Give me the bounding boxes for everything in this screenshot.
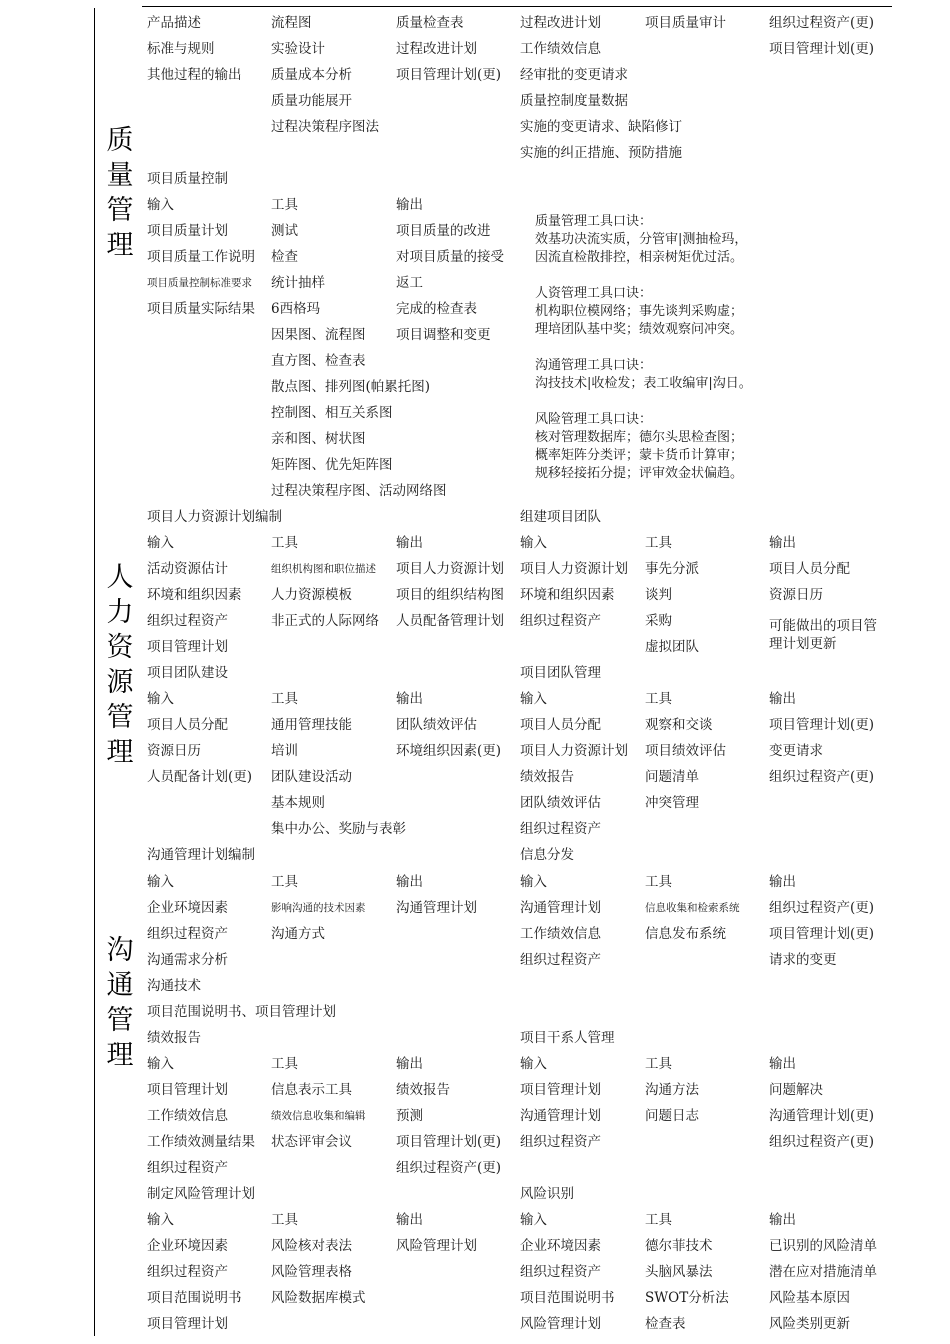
grid-cell: 项目人员分配 xyxy=(520,717,601,733)
tip-title: 人资管理工具口诀： xyxy=(535,286,653,301)
section-quality-management: 质量管理 xyxy=(106,125,134,261)
grid-cell: 散点图、排列图(帕累托图) xyxy=(271,379,431,395)
grid-cell: 风险识别 xyxy=(520,1186,574,1202)
grid-cell: 集中办公、奖励与表彰 xyxy=(271,821,406,837)
grid-cell: 工具 xyxy=(271,874,298,890)
tip-quality xyxy=(535,213,752,267)
grid-cell: 6西格玛 xyxy=(271,301,321,317)
grid-cell: 输入 xyxy=(520,1056,547,1072)
grid-cell: SWOT分析法 xyxy=(645,1290,729,1306)
grid-cell: 检查表 xyxy=(645,1316,686,1332)
grid-cell: 人力资源模板 xyxy=(271,587,352,603)
grid-cell: 虚拟团队 xyxy=(645,639,699,655)
grid-cell: 项目管理计划(更) xyxy=(769,41,875,57)
tip-title: 质量管理工具口诀： xyxy=(535,214,653,229)
grid-cell: 工作绩效测量结果 xyxy=(147,1134,255,1150)
tip-line: 规移轻接拓分提；评审效金状偏趋。 xyxy=(535,466,744,481)
grid-cell: 项目管理计划 xyxy=(520,1082,601,1098)
tip-line: 概率矩阵分类评；蒙卡货币计算审； xyxy=(535,448,744,463)
tip-title: 沟通管理工具口诀： xyxy=(535,358,653,373)
grid-cell: 绩效报告 xyxy=(147,1030,201,1046)
grid-cell: 工具 xyxy=(645,691,672,707)
tool-mnemonics xyxy=(535,213,752,501)
grid-cell: 工具 xyxy=(645,1056,672,1072)
grid-cell: 其他过程的输出 xyxy=(147,67,242,83)
grid-cell: 组织过程资产 xyxy=(520,1134,601,1150)
grid-cell: 沟通管理计划(更) xyxy=(769,1108,875,1124)
grid-cell: 基本规则 xyxy=(271,795,325,811)
grid-cell: 潜在应对措施清单 xyxy=(769,1264,877,1280)
grid-cell: 观察和交谈 xyxy=(645,717,713,733)
grid-cell: 预测 xyxy=(396,1108,423,1124)
tip-communication xyxy=(535,357,752,393)
grid-cell: 亲和图、树状图 xyxy=(271,431,366,447)
grid-cell: 非正式的人际网络 xyxy=(271,613,379,629)
section-human-resource-management: 人力资源管理 xyxy=(106,562,134,768)
grid-cell: 项目绩效评估 xyxy=(645,743,726,759)
grid-cell: 项目人力资源计划 xyxy=(520,743,628,759)
grid-cell: 输入 xyxy=(520,691,547,707)
grid-cell: 人员配备管理计划 xyxy=(396,613,504,629)
grid-cell: 环境和组织因素 xyxy=(520,587,615,603)
grid-cell: 项目管理计划 xyxy=(147,639,228,655)
grid-cell: 问题解决 xyxy=(769,1082,823,1098)
grid-cell: 沟通方式 xyxy=(271,926,325,942)
grid-cell: 风险管理计划 xyxy=(520,1316,601,1332)
grid-cell: 沟通需求分析 xyxy=(147,952,228,968)
grid-cell: 企业环境因素 xyxy=(147,1238,228,1254)
grid-cell: 人员配备计划(更) xyxy=(147,769,253,785)
grid-cell: 活动资源估计 xyxy=(147,561,228,577)
grid-cell: 风险基本原因 xyxy=(769,1290,850,1306)
grid-cell: 组织过程资产 xyxy=(147,926,228,942)
grid-cell: 输入 xyxy=(147,874,174,890)
grid-cell: 过程决策程序图法 xyxy=(271,119,379,135)
grid-cell: 信息收集和检索系统 xyxy=(645,902,740,914)
grid-cell: 项目质量审计 xyxy=(645,15,726,31)
grid-cell: 经审批的变更请求 xyxy=(520,67,628,83)
grid-cell: 控制图、相互关系图 xyxy=(271,405,393,421)
hr-output-note-line1: 可能做出的项目管 xyxy=(769,618,877,634)
grid-cell: 德尔菲技术 xyxy=(645,1238,713,1254)
grid-cell: 输出 xyxy=(769,691,796,707)
grid-cell: 项目人员分配 xyxy=(147,717,228,733)
grid-cell: 流程图 xyxy=(271,15,312,31)
grid-cell: 组建项目团队 xyxy=(520,509,601,525)
top-horizontal-rule xyxy=(142,6,892,7)
grid-cell: 项目人力资源计划 xyxy=(396,561,504,577)
grid-cell: 组织过程资产(更) xyxy=(396,1160,502,1176)
tip-hr xyxy=(535,285,752,339)
grid-cell: 团队绩效评估 xyxy=(520,795,601,811)
grid-cell: 制定风险管理计划 xyxy=(147,1186,255,1202)
grid-cell: 组织过程资产 xyxy=(520,821,601,837)
tip-line: 核对管理数据库；德尔头思检查图； xyxy=(535,430,744,445)
grid-cell: 资源日历 xyxy=(147,743,201,759)
grid-cell: 项目质量控制 xyxy=(147,171,228,187)
grid-cell: 采购 xyxy=(645,613,672,629)
grid-cell: 输入 xyxy=(147,535,174,551)
grid-cell: 输入 xyxy=(147,1212,174,1228)
hr-output-note-line2: 理计划更新 xyxy=(769,636,837,652)
tip-line: 因流直检散排控，相亲树矩优过活。 xyxy=(535,250,744,265)
grid-cell: 项目人力资源计划 xyxy=(520,561,628,577)
tip-line: 机构职位模网络；事先谈判采购虚； xyxy=(535,304,744,319)
grid-cell: 通用管理技能 xyxy=(271,717,352,733)
grid-cell: 工具 xyxy=(271,1212,298,1228)
hr-output-note xyxy=(769,617,877,653)
grid-cell: 项目管理计划 xyxy=(147,1316,228,1332)
grid-cell: 已识别的风险清单 xyxy=(769,1238,877,1254)
grid-cell: 过程改进计划 xyxy=(520,15,601,31)
grid-cell: 资源日历 xyxy=(769,587,823,603)
grid-cell: 矩阵图、优先矩阵图 xyxy=(271,457,393,473)
grid-cell: 影响沟通的技术因素 xyxy=(271,902,366,914)
grid-cell: 项目管理计划(更) xyxy=(769,717,875,733)
grid-cell: 工具 xyxy=(645,874,672,890)
grid-cell: 输出 xyxy=(396,1212,423,1228)
grid-cell: 输出 xyxy=(396,874,423,890)
grid-cell: 输入 xyxy=(147,197,174,213)
tip-line: 沟技技术|收检发；表工收编审|沟日。 xyxy=(535,376,752,391)
grid-cell: 项目质量计划 xyxy=(147,223,228,239)
grid-cell: 项目人员分配 xyxy=(769,561,850,577)
grid-cell: 冲突管理 xyxy=(645,795,699,811)
grid-cell: 输出 xyxy=(396,535,423,551)
grid-cell: 项目质量控制标准要求 xyxy=(147,277,252,289)
grid-cell: 绩效信息收集和编辑 xyxy=(271,1110,366,1122)
grid-cell: 测试 xyxy=(271,223,298,239)
grid-cell: 项目质量实际结果 xyxy=(147,301,255,317)
grid-cell: 质量功能展开 xyxy=(271,93,352,109)
grid-cell: 输入 xyxy=(520,874,547,890)
grid-cell: 工作绩效信息 xyxy=(147,1108,228,1124)
grid-cell: 组织过程资产 xyxy=(520,613,601,629)
grid-cell: 组织过程资产 xyxy=(147,1160,228,1176)
section-communication-management: 沟通管理 xyxy=(106,935,134,1071)
grid-cell: 组织过程资产(更) xyxy=(769,769,875,785)
grid-cell: 过程决策程序图、活动网络图 xyxy=(271,483,447,499)
grid-cell: 实施的变更请求、缺陷修订 xyxy=(520,119,682,135)
tip-risk xyxy=(535,411,752,483)
grid-cell: 绩效报告 xyxy=(396,1082,450,1098)
grid-cell: 项目范围说明书 xyxy=(147,1290,242,1306)
grid-cell: 实验设计 xyxy=(271,41,325,57)
grid-cell: 组织机构图和职位描述 xyxy=(271,563,376,575)
grid-cell: 风险核对表法 xyxy=(271,1238,352,1254)
grid-cell: 输入 xyxy=(147,691,174,707)
grid-cell: 组织过程资产 xyxy=(147,1264,228,1280)
grid-cell: 项目团队建设 xyxy=(147,665,228,681)
grid-cell: 工具 xyxy=(271,691,298,707)
tip-title: 风险管理工具口诀： xyxy=(535,412,653,427)
grid-cell: 输入 xyxy=(520,535,547,551)
grid-cell: 问题日志 xyxy=(645,1108,699,1124)
grid-cell: 项目人力资源计划编制 xyxy=(147,509,282,525)
grid-cell: 工作绩效信息 xyxy=(520,41,601,57)
grid-cell: 因果图、流程图 xyxy=(271,327,366,343)
grid-cell: 谈判 xyxy=(645,587,672,603)
grid-cell: 项目干系人管理 xyxy=(520,1030,615,1046)
grid-cell: 项目管理计划(更) xyxy=(396,1134,502,1150)
grid-cell: 项目团队管理 xyxy=(520,665,601,681)
grid-cell: 输入 xyxy=(520,1212,547,1228)
grid-cell: 风险管理表格 xyxy=(271,1264,352,1280)
grid-cell: 工具 xyxy=(271,535,298,551)
grid-cell: 头脑风暴法 xyxy=(645,1264,713,1280)
grid-cell: 组织过程资产 xyxy=(520,952,601,968)
grid-cell: 风险类别更新 xyxy=(769,1316,850,1332)
grid-cell: 输出 xyxy=(396,1056,423,1072)
grid-cell: 对项目质量的接受 xyxy=(396,249,504,265)
grid-cell: 沟通管理计划 xyxy=(520,1108,601,1124)
grid-cell: 实施的纠正措施、预防措施 xyxy=(520,145,682,161)
grid-cell: 沟通管理计划 xyxy=(396,900,477,916)
grid-cell: 团队建设活动 xyxy=(271,769,352,785)
grid-cell: 项目管理计划 xyxy=(147,1082,228,1098)
grid-cell: 检查 xyxy=(271,249,298,265)
grid-cell: 环境组织因素(更) xyxy=(396,743,502,759)
grid-cell: 标准与规则 xyxy=(147,41,215,57)
grid-cell: 组织过程资产(更) xyxy=(769,15,875,31)
grid-cell: 输出 xyxy=(769,874,796,890)
grid-cell: 风险数据库模式 xyxy=(271,1290,366,1306)
grid-cell: 工具 xyxy=(271,197,298,213)
grid-cell: 输出 xyxy=(396,197,423,213)
tip-line: 效基功决流实质，分管审|测抽检玛， xyxy=(535,232,748,247)
grid-cell: 返工 xyxy=(396,275,423,291)
grid-cell: 问题清单 xyxy=(645,769,699,785)
grid-cell: 输出 xyxy=(769,1056,796,1072)
grid-cell: 项目的组织结构图 xyxy=(396,587,504,603)
grid-cell: 完成的检查表 xyxy=(396,301,477,317)
grid-cell: 项目范围说明书 xyxy=(520,1290,615,1306)
grid-cell: 培训 xyxy=(271,743,298,759)
grid-cell: 风险管理计划 xyxy=(396,1238,477,1254)
grid-cell: 工具 xyxy=(271,1056,298,1072)
grid-cell: 输出 xyxy=(396,691,423,707)
grid-cell: 输出 xyxy=(769,1212,796,1228)
left-vertical-rule xyxy=(94,8,95,1336)
grid-cell: 沟通技术 xyxy=(147,978,201,994)
grid-cell: 组织过程资产 xyxy=(520,1264,601,1280)
grid-cell: 项目调整和变更 xyxy=(396,327,491,343)
grid-cell: 项目质量的改进 xyxy=(396,223,491,239)
grid-cell: 沟通方法 xyxy=(645,1082,699,1098)
grid-cell: 质量成本分析 xyxy=(271,67,352,83)
grid-cell: 沟通管理计划 xyxy=(520,900,601,916)
grid-cell: 产品描述 xyxy=(147,15,201,31)
grid-cell: 信息表示工具 xyxy=(271,1082,352,1098)
grid-cell: 项目管理计划(更) xyxy=(769,926,875,942)
grid-cell: 项目范围说明书、项目管理计划 xyxy=(147,1004,336,1020)
grid-cell: 统计抽样 xyxy=(271,275,325,291)
grid-cell: 企业环境因素 xyxy=(520,1238,601,1254)
grid-cell: 请求的变更 xyxy=(769,952,837,968)
grid-cell: 输出 xyxy=(769,535,796,551)
grid-cell: 企业环境因素 xyxy=(147,900,228,916)
grid-cell: 过程改进计划 xyxy=(396,41,477,57)
grid-cell: 绩效报告 xyxy=(520,769,574,785)
grid-cell: 组织过程资产(更) xyxy=(769,900,875,916)
grid-cell: 组织过程资产(更) xyxy=(769,1134,875,1150)
grid-cell: 环境和组织因素 xyxy=(147,587,242,603)
grid-cell: 质量检查表 xyxy=(396,15,464,31)
grid-cell: 组织过程资产 xyxy=(147,613,228,629)
grid-cell: 质量控制度量数据 xyxy=(520,93,628,109)
grid-cell: 输入 xyxy=(147,1056,174,1072)
grid-cell: 项目管理计划(更) xyxy=(396,67,502,83)
grid-cell: 变更请求 xyxy=(769,743,823,759)
grid-cell: 项目质量工作说明 xyxy=(147,249,255,265)
grid-cell: 工作绩效信息 xyxy=(520,926,601,942)
grid-cell: 沟通管理计划编制 xyxy=(147,847,255,863)
grid-cell: 信息发布系统 xyxy=(645,926,726,942)
grid-cell: 信息分发 xyxy=(520,847,574,863)
grid-cell: 工具 xyxy=(645,1212,672,1228)
grid-cell: 直方图、检查表 xyxy=(271,353,366,369)
grid-cell: 事先分派 xyxy=(645,561,699,577)
grid-cell: 团队绩效评估 xyxy=(396,717,477,733)
grid-cell: 工具 xyxy=(645,535,672,551)
tip-line: 理培团队基中奖；绩效观察问冲突。 xyxy=(535,322,744,337)
grid-cell: 状态评审会议 xyxy=(271,1134,352,1150)
